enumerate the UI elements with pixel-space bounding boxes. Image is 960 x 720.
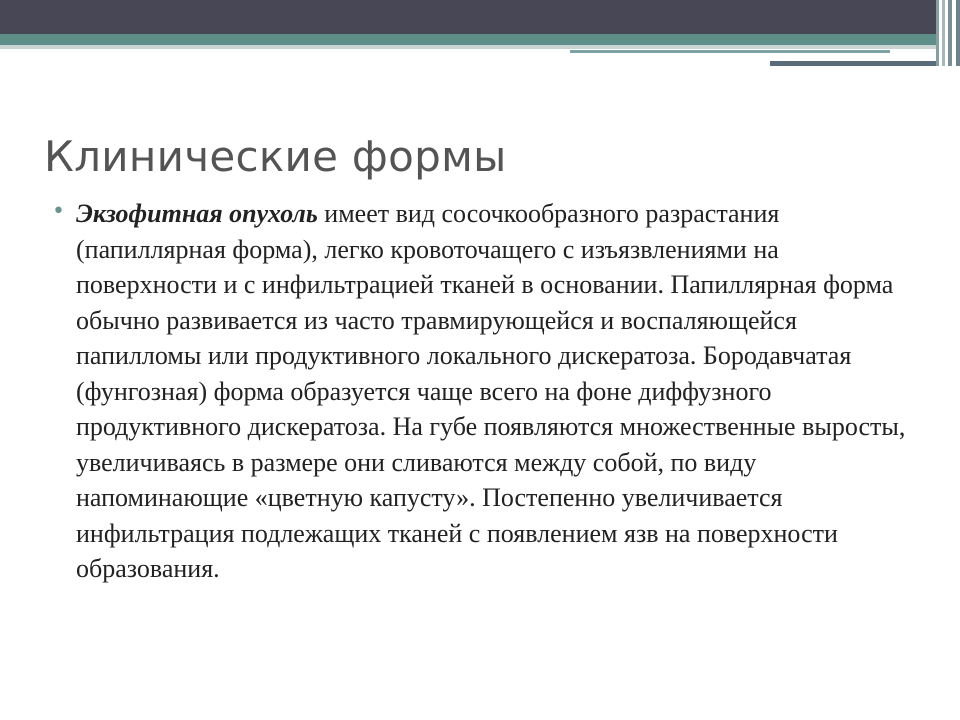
decorative-line <box>770 61 945 66</box>
slide-title: Клинические формы <box>44 132 507 181</box>
bullet-emphasis: Экзофитная опухоль <box>76 199 318 228</box>
decorative-stripes <box>936 0 960 66</box>
bullet-item <box>52 196 922 587</box>
bullet-text <box>76 196 922 587</box>
header-bar <box>0 0 960 34</box>
accent-band <box>0 34 960 45</box>
decorative-line <box>0 45 960 49</box>
slide-body <box>52 196 922 587</box>
decorative-line <box>570 50 890 53</box>
bullet-icon: • <box>52 199 65 224</box>
bullet-body: имеет вид сосочкообразного разрастания (папиллярная форма), легко кровоточащего с изъязвлениями на поверхности и с инфильтрацией тканей в основании. Папиллярная форма обычно развивается из часто травмирующейся и воспаляющейся папилломы или продуктивного локального дискератоза. Бородавчатая (фунгозная) форма образуется чаще всего на фоне диффузного продуктивного дискератоза. На губе появляются множественные выросты, увеличиваясь в размере они сливаются между собой, по виду напоминающие «цветную капусту». Постепенно увеличивается инфильтрация подлежащих тканей с появлением язв на поверхности образования. <box>76 199 906 583</box>
